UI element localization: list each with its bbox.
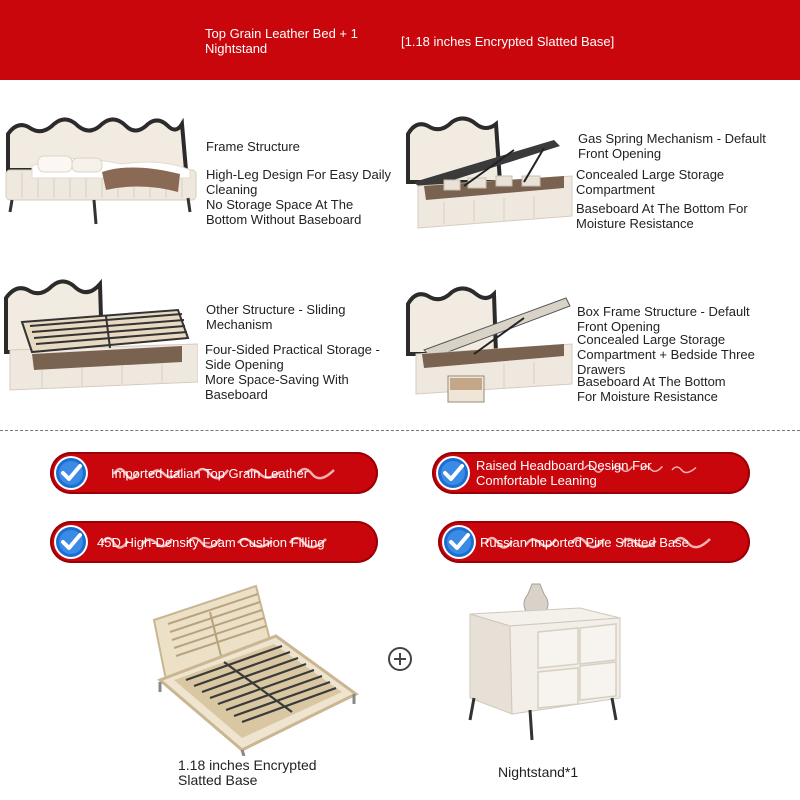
- structure-2-text: [576, 131, 796, 231]
- section-divider: [0, 430, 800, 431]
- feature-label-2: Raised Headboard Design For Comfortable Leaning: [476, 458, 652, 488]
- feature-pill-headboard: [432, 452, 750, 494]
- structure-2-heading: Gas Spring Mechanism - Default Front Opening: [578, 131, 766, 161]
- structure-1-heading: Frame Structure: [206, 139, 300, 154]
- feature-label-3: 45D High-Density Foam Cushion Filling: [97, 534, 325, 550]
- structure-4-heading: Box Frame Structure - Default Front Opening: [577, 304, 750, 334]
- structure-4-text: [577, 304, 777, 404]
- bed-caption: 1.18 inches Encrypted Slatted Base: [178, 757, 317, 788]
- structure-1-text: [206, 139, 396, 227]
- gas-spring-structure-image: [404, 112, 576, 232]
- structure-3-heading: Other Structure - Sliding Mechanism: [206, 302, 346, 332]
- banner-title: Top Grain Leather Bed + 1 Nightstand: [205, 26, 358, 56]
- structure-1-line-1: High-Leg Design For Easy Daily Cleaning: [206, 167, 391, 197]
- feature-label-1: Imported Italian Top Grain Leather: [111, 465, 309, 481]
- check-icon: [436, 456, 470, 490]
- feature-pill-pine: [438, 521, 750, 563]
- slatted-bed-image: [146, 584, 360, 756]
- nightstand-caption: Nightstand*1: [498, 764, 579, 780]
- structure-3-text: [205, 302, 400, 402]
- feature-label-4: Russian Imported Pine Slatted Base: [480, 534, 689, 550]
- feature-pill-foam: [50, 521, 378, 563]
- structure-2-line-2: Baseboard At The Bottom For Moisture Resistance: [576, 201, 748, 231]
- check-icon: [54, 525, 88, 559]
- banner-subtitle: [1.18 inches Encrypted Slatted Base]: [401, 34, 615, 49]
- structure-4-line-2: Baseboard At The Bottom For Moisture Resistance: [577, 374, 726, 404]
- plus-circle-icon: [387, 646, 413, 672]
- check-icon: [54, 456, 88, 490]
- structure-1-line-2: No Storage Space At The Bottom Without Baseboard: [206, 197, 362, 227]
- check-icon: [442, 525, 476, 559]
- structure-2-line-1: Concealed Large Storage Compartment: [576, 167, 725, 197]
- structure-4-line-1: Concealed Large Storage Compartment + Bedside Three Drawers: [577, 332, 755, 377]
- structure-3-line-2: More Space-Saving With Baseboard: [205, 372, 349, 402]
- frame-structure-image: [2, 112, 198, 228]
- structure-3-line-1: Four-Sided Practical Storage - Side Opening: [205, 342, 380, 372]
- top-banner: [0, 0, 800, 80]
- sliding-structure-image: [2, 272, 198, 402]
- box-frame-structure-image: [404, 284, 576, 408]
- feature-pill-leather: [50, 452, 378, 494]
- nightstand-image: [462, 580, 628, 746]
